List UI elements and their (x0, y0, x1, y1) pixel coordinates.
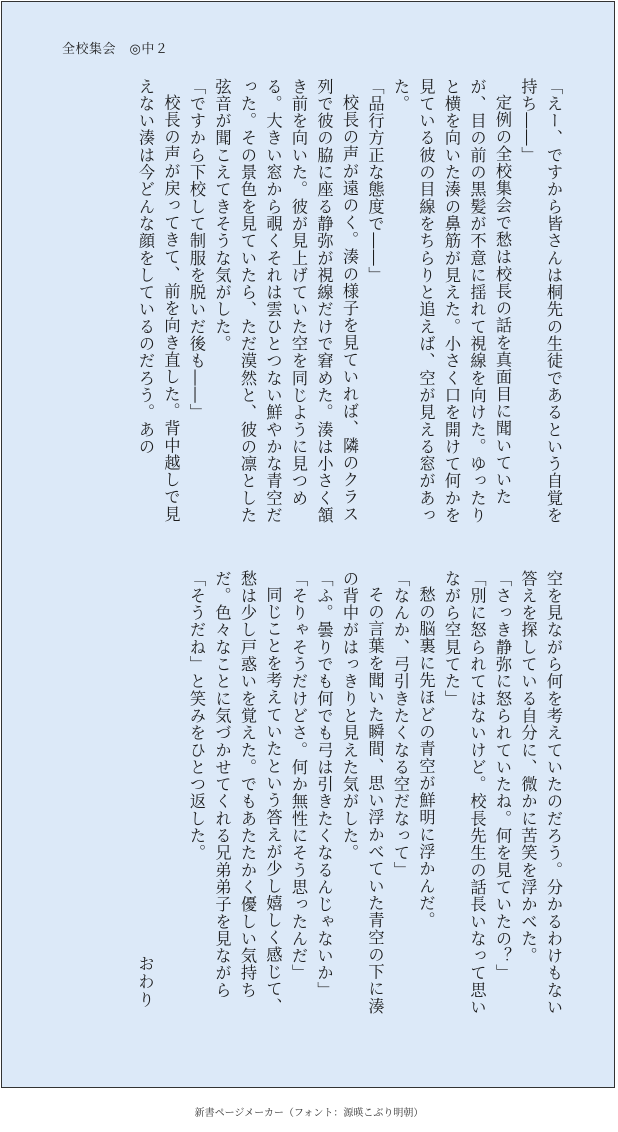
paragraph: 空を見ながら何を考えていたのだろう。分かるわけもない答えを探している自分に、微かに苦笑を浮かべた。 (518, 570, 563, 1016)
paragraph: 「えー、ですから皆さんは桐先の生徒であるという自覚を持ち――」 (518, 78, 563, 524)
paragraph: 「さっき静弥に怒られていたね。何を見ていたの？」 (493, 570, 512, 982)
paragraph: 校長の声が遠のく。湊の様子を見ていれば、隣のクラス列で彼の脇に座る静弥が視線だけで窘めた。湊は小さく頷き前を向いた。彼が見上げていた空を同じように見つめる。大きい窓から覗くそれは雲ひとつない鮮やかな青空だった。その景色を見ていたら、ただ漠然と、彼の凛とした弦音が聞こえてきそうな気がした。 (212, 78, 359, 524)
paragraph: 定例の全校集会で愁は校長の話を真面目に聞いていたが、目の前の黒髪が不意に揺れて視線を向けた。ゆったりと横を向いた湊の鼻筋が見えた。小さく口を開けて何かを見ている彼の目線をちらりと追えば、空が見える窓があった。 (391, 78, 512, 524)
paragraph: 愁の脳裏に先ほどの青空が鮮明に浮かんだ。 (416, 586, 436, 930)
paragraph: 「そりゃそうだけどさ。何か無性にそう思ったんだ」 (289, 570, 308, 982)
story-ending-mark: おわり (135, 955, 155, 1010)
paragraph: 「品行方正な態度で――」 (365, 78, 385, 284)
footer-credit: 新書ページメーカー（フォント：源暎こぶり明朝） (194, 1108, 424, 1119)
paragraph: その言葉を聞いた瞬間、思い浮かべていた青空の下に湊の背中がはっきりと見えた気がした。 (340, 570, 385, 1015)
paragraph: 同じことを考えていたという答えが少し嬉しく感じて、愁は少し戸惑いを覚えた。でもあたたかく優しい気持ちだ。色々なことに気づかせてくれる兄弟弟子を見ながら「そうだね」と笑みをひとつ返した。 (187, 570, 283, 1015)
page-header-title: 全校集会 ◎中２ (62, 42, 169, 57)
paragraph: 校長の声が戻ってきて、前を向き直した。背中越しで見えない湊は今どんな顔をしているのだろう。あの (136, 78, 181, 523)
story-text-top-block (26, 78, 566, 528)
paragraph: 「別に怒られてはないけど。校長先生の話長いなって思いながら空見てた」 (442, 570, 487, 1016)
story-text-bottom-block (26, 570, 566, 1022)
paragraph: 「なんか、弓引きたくなる空だなって」 (391, 570, 410, 879)
page-sheet (1, 1, 615, 1088)
paragraph: 「ふ。曇りでも何でも弓は引きたくなるんじゃないか」 (314, 570, 334, 999)
paragraph: 「ですから下校して制服を脱いだ後も――」 (187, 78, 206, 421)
